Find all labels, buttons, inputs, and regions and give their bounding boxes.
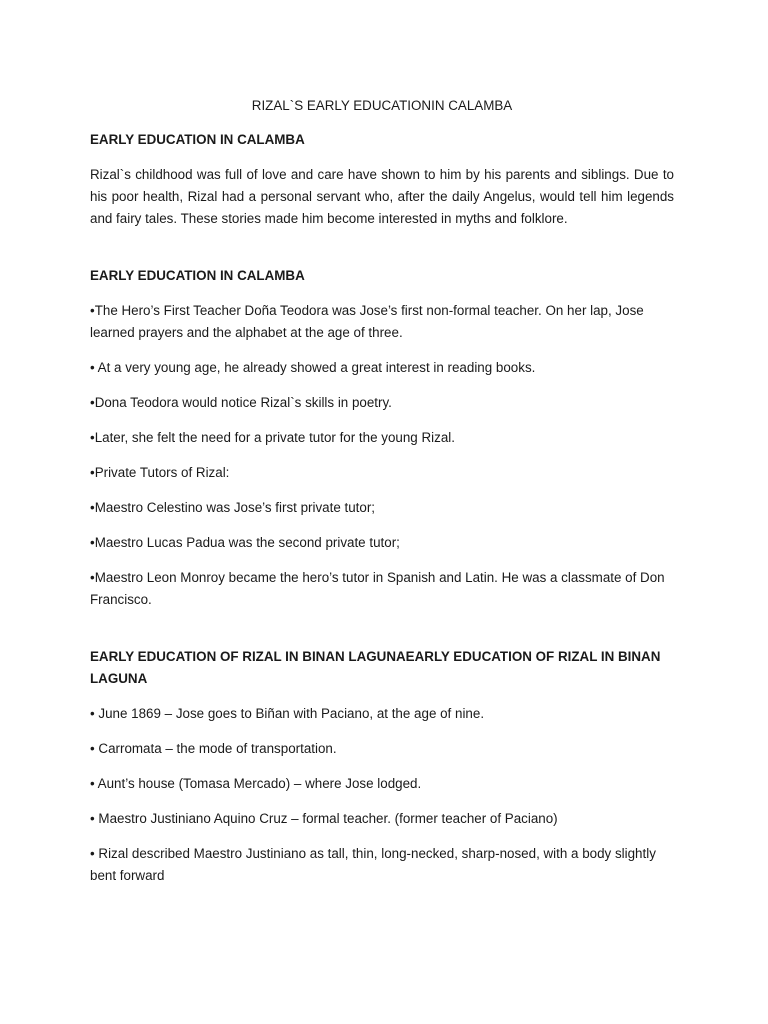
section-paragraph: Rizal`s childhood was full of love and care have shown to him by his parents and siblings. Due to his poor health, Rizal had a personal servant who, after the daily Angelus, would tell him legends and fairy tales. These stories made him become interested in myths and folklore. — [90, 167, 674, 226]
list-item: •Dona Teodora would notice Rizal`s skills in poetry. — [90, 395, 392, 410]
list-item: •Maestro Celestino was Jose’s first private tutor; — [90, 500, 376, 515]
list-item: • Rizal described Maestro Justiniano as tall, thin, long-necked, sharp-nosed, with a body slightly bent forward — [90, 846, 656, 883]
document-page — [90, 95, 674, 887]
list-item: • June 1869 – Jose goes to Biñan with Paciano, at the age of nine. — [90, 706, 485, 721]
list-item: •The Hero’s First Teacher Doña Teodora was Jose’s first non-formal teacher. On her lap, Jose learned prayers and the alphabet at the age of three. — [90, 303, 644, 340]
list-item: •Private Tutors of Rizal: — [90, 465, 230, 480]
list-item: •Later, she felt the need for a private tutor for the young Rizal. — [90, 430, 455, 445]
document-title: RIZAL`S EARLY EDUCATIONIN CALAMBA — [251, 98, 513, 113]
list-item: •Maestro Leon Monroy became the hero’s tutor in Spanish and Latin. He was a classmate of Don Francisco. — [90, 570, 665, 607]
section-heading: EARLY EDUCATION IN CALAMBA — [90, 132, 305, 147]
list-item: • Maestro Justiniano Aquino Cruz – formal teacher. (former teacher of Paciano) — [90, 811, 558, 826]
list-item: • Carromata – the mode of transportation. — [90, 741, 337, 756]
list-item: • At a very young age, he already showed a great interest in reading books. — [90, 360, 536, 375]
section-heading: EARLY EDUCATION OF RIZAL IN BINAN LAGUNAEARLY EDUCATION OF RIZAL IN BINAN LAGUNA — [90, 649, 661, 686]
section-heading: EARLY EDUCATION IN CALAMBA — [90, 268, 305, 283]
list-item: •Maestro Lucas Padua was the second private tutor; — [90, 535, 400, 550]
list-item: • Aunt’s house (Tomasa Mercado) – where Jose lodged. — [90, 776, 422, 791]
